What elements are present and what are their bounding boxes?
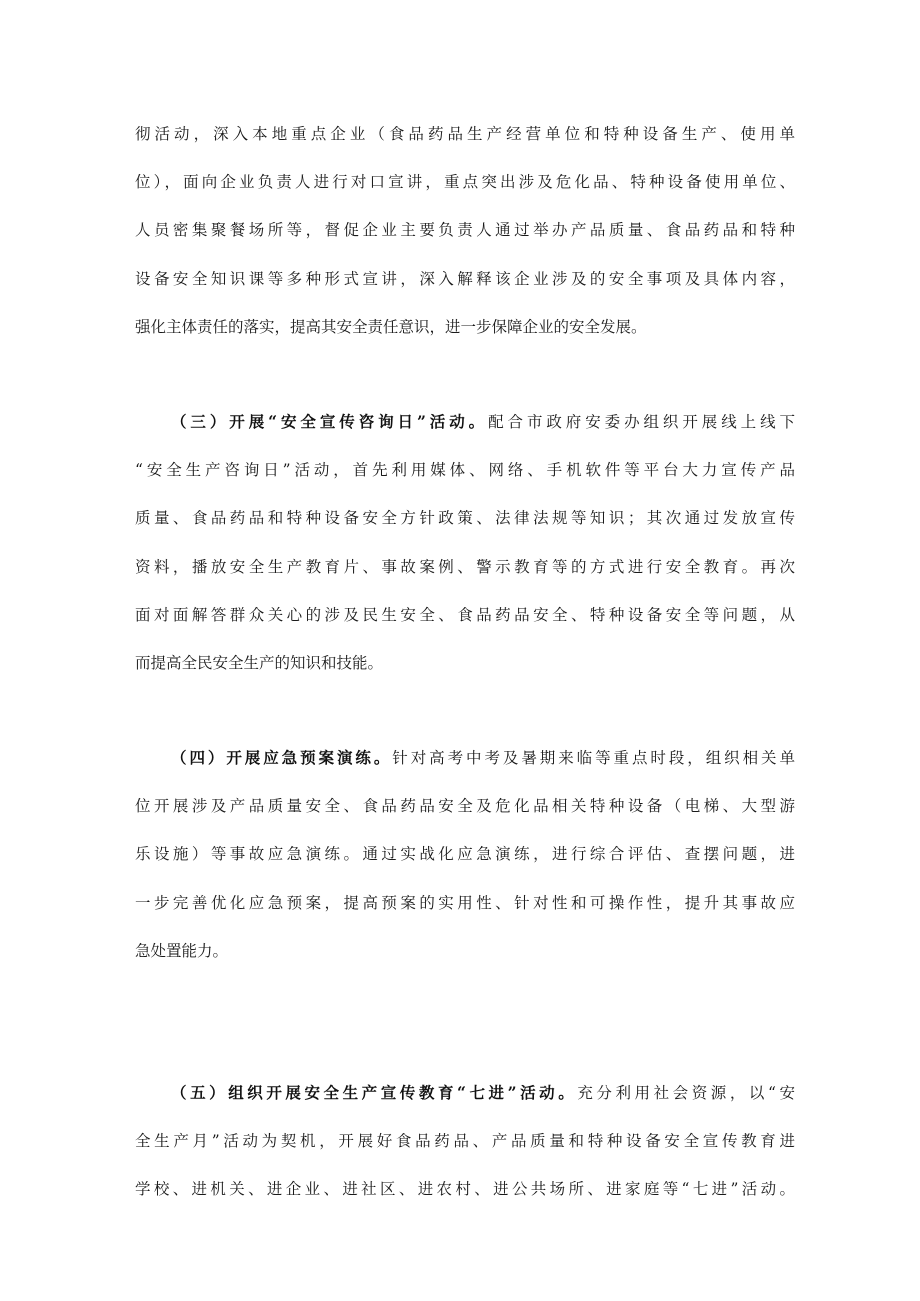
text-line: 设备安全知识课等多种形式宣讲，深入解释该企业涉及的安全事项及具体内容，	[135, 269, 795, 288]
text-line-first	[135, 1085, 795, 1101]
text-line: 学校、进机关、进企业、进社区、进农村、进公共场所、进家庭等“七进”活动。	[135, 1180, 795, 1199]
text-line: 人员密集聚餐场所等，督促企业主要负责人通过举办产品质量、食品药品和特种	[135, 221, 795, 240]
paragraph-section-4	[135, 750, 795, 959]
text-line: 乐设施）等事故应急演练。通过实战化应急演练，进行综合评估、查摆问题，进	[135, 845, 795, 864]
text-line: 质量、食品药品和特种设备安全方针政策、法律法规等知识；其次通过发放宣传	[135, 509, 795, 528]
text-line-first	[135, 750, 795, 766]
text-line-first	[135, 414, 795, 430]
text-line: 位），面向企业负责人进行对口宣讲，重点突出涉及危化品、特种设备使用单位、	[135, 173, 795, 192]
section-heading: （四）开展应急预案演练。	[171, 748, 393, 767]
text-line: 急处置能力。	[135, 941, 229, 960]
text-line: 强化主体责任的落实，提高其安全责任意识，进一步保障企业的安全发展。	[135, 317, 647, 336]
section-heading: （五）组织开展安全生产宣传教育“七进”活动。	[171, 1083, 578, 1102]
text-run: 配合市政府安委办组织开展线上线下	[488, 413, 795, 431]
paragraph-section-3	[135, 414, 795, 671]
text-line: 面对面解答群众关心的涉及民生安全、食品药品安全、特种设备安全等问题，从	[135, 605, 795, 624]
text-line: 彻活动，深入本地重点企业（食品药品生产经营单位和特种设备生产、使用单	[135, 125, 795, 143]
paragraph-section-5	[135, 1085, 795, 1230]
section-heading: （三）开展“安全宣传咨询日”活动。	[171, 412, 489, 431]
paragraph-continuation	[135, 126, 795, 335]
text-line: 资料，播放安全生产教育片、事故案例、警示教育等的方式进行安全教育。再次	[135, 557, 795, 576]
text-line: “安全生产咨询日”活动，首先利用媒体、网络、手机软件等平台大力宣传产品	[135, 461, 795, 480]
text-run: 针对高考中考及暑期来临等重点时段，组织相关单	[392, 749, 795, 767]
text-line: 全生产月”活动为契机，开展好食品药品、产品质量和特种设备安全宣传教育进	[135, 1132, 795, 1151]
text-run: 充分利用社会资源，以“安	[577, 1084, 795, 1102]
text-line: 一步完善优化应急预案，提高预案的实用性、针对性和可操作性，提升其事故应	[135, 893, 795, 912]
text-line: 而提高全民安全生产的知识和技能。	[135, 653, 384, 672]
text-line: 位开展涉及产品质量安全、食品药品安全及危化品相关特种设备（电梯、大型游	[135, 797, 795, 816]
